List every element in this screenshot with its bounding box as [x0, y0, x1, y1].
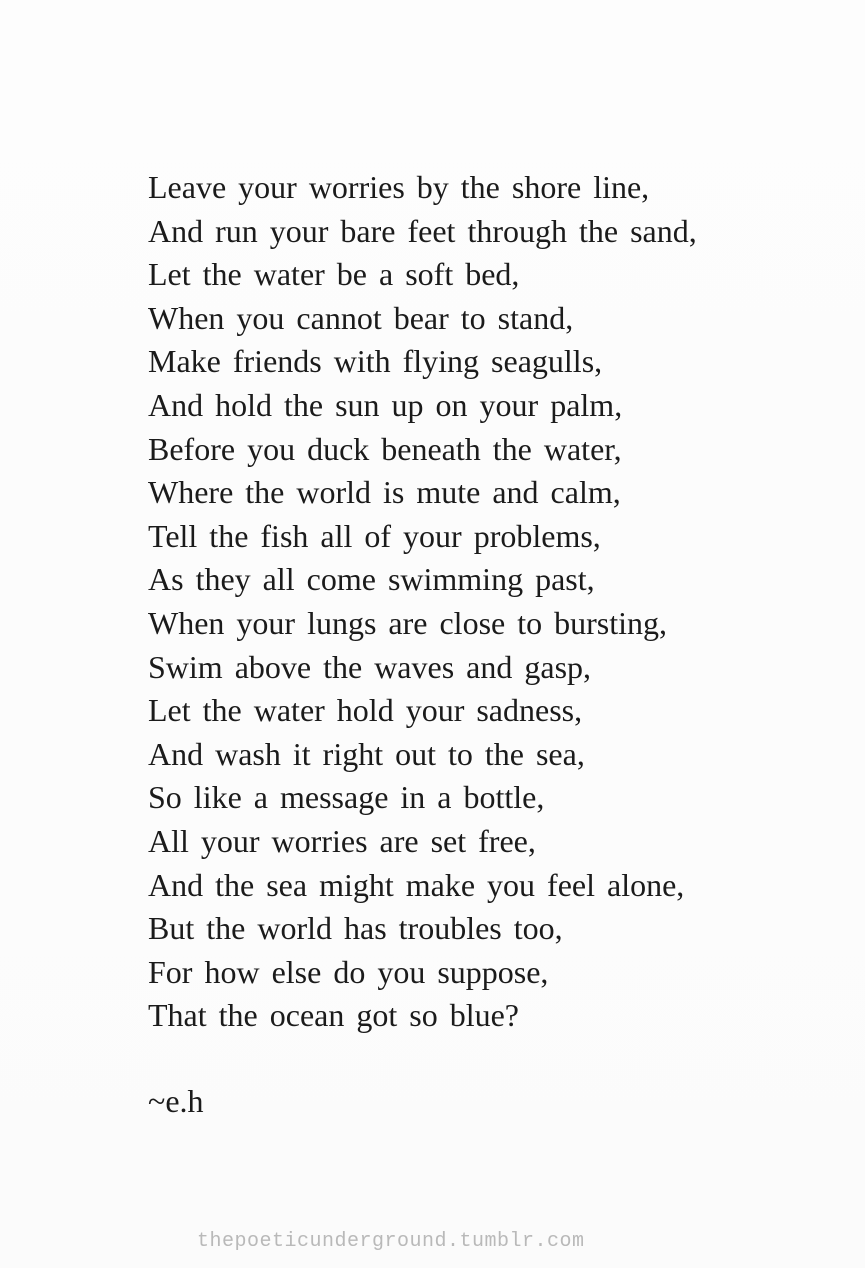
poem-line: Let the water be a soft bed,: [148, 256, 520, 293]
poem-line: When you cannot bear to stand,: [148, 299, 574, 336]
poem-line: Swim above the waves and gasp,: [148, 648, 592, 685]
poem-line: For how else do you suppose,: [148, 953, 549, 990]
poem-line: That the ocean got so blue?: [148, 997, 519, 1034]
poem-line: Let the water hold your sadness,: [148, 692, 583, 729]
poem-line: And the sea might make you feel alone,: [148, 866, 685, 903]
poem-line: Before you duck beneath the water,: [148, 430, 622, 467]
poem-line: Tell the fish all of your problems,: [148, 517, 601, 554]
poem-line: All your worries are set free,: [148, 822, 536, 859]
poem-line: Leave your worries by the shore line,: [148, 169, 650, 205]
poem-line: And run your bare feet through the sand,: [148, 212, 697, 249]
watermark-url: thepoeticunderground.tumblr.com: [197, 1230, 585, 1253]
poem-line: And hold the sun up on your palm,: [148, 386, 623, 423]
poem-line: Where the world is mute and calm,: [148, 474, 621, 511]
poem-line: Make friends with flying seagulls,: [148, 343, 603, 380]
poem-line: So like a message in a bottle,: [148, 779, 545, 816]
poem-line: But the world has troubles too,: [148, 910, 563, 947]
poem-text: [148, 166, 808, 1038]
poem-line: When your lungs are close to bursting,: [148, 604, 667, 641]
poem-line: And wash it right out to the sea,: [148, 735, 585, 772]
poem-signature: ~e.h: [148, 1083, 204, 1119]
poem-line: As they all come swimming past,: [148, 561, 595, 598]
